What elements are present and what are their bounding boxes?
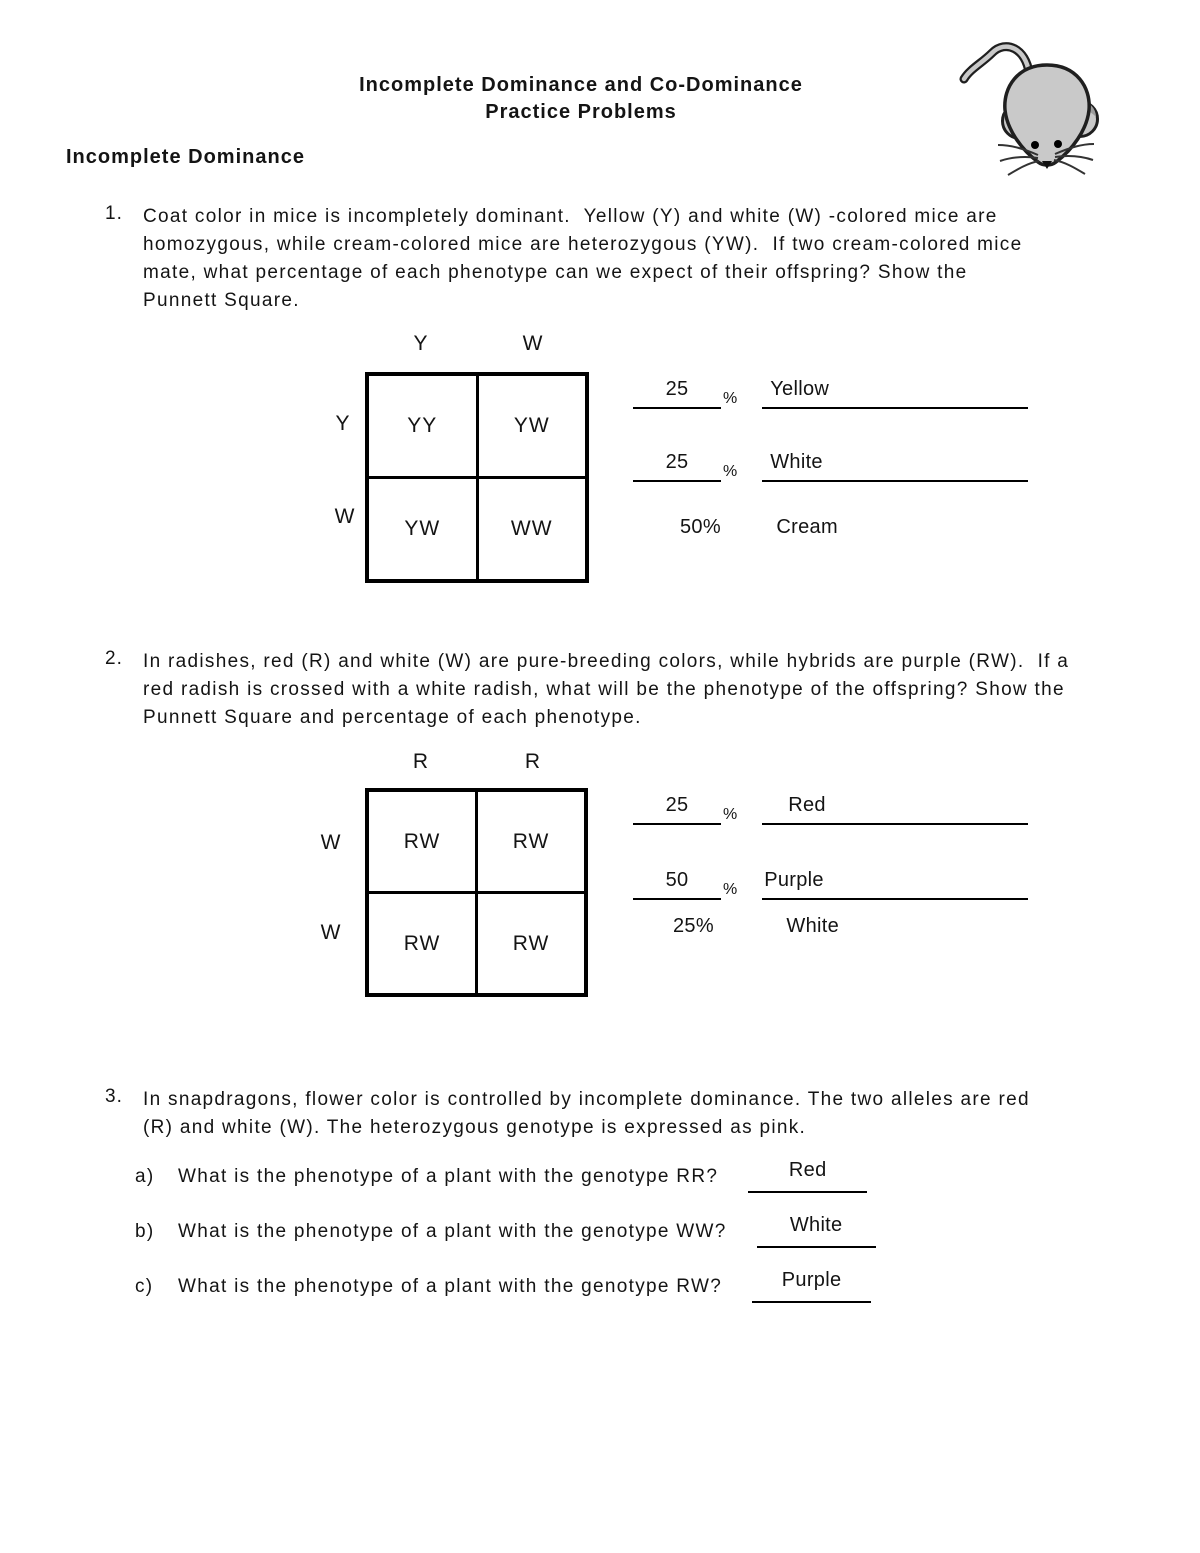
subquestion-b — [135, 1214, 876, 1248]
percent-sign: % — [723, 806, 738, 823]
punnett2-cell-2: RW — [478, 792, 584, 891]
subquestion-text: What is the phenotype of a plant with the genotype RW? — [178, 1276, 723, 1297]
problem3-line1: In snapdragons, flower color is controlled by incomplete dominance. The two alleles are red — [143, 1089, 1030, 1110]
problem1-line4: Punnett Square. — [143, 290, 300, 311]
answer-blank — [762, 794, 1028, 825]
answer-value: 25 — [665, 378, 689, 400]
subquestion-letter: c) — [135, 1276, 154, 1297]
answer-value: White — [789, 1214, 843, 1236]
subquestion-c — [135, 1269, 871, 1303]
answer-value: Purple — [781, 1269, 842, 1291]
answer-label: White — [770, 451, 823, 473]
answer-label: Yellow — [770, 378, 830, 400]
answer-blank — [752, 1269, 871, 1303]
punnett1-cell-2: YW — [479, 376, 586, 476]
problem3-number: 3. — [105, 1086, 123, 1107]
answer-value: 25 — [665, 794, 689, 816]
percent-sign: % — [723, 390, 738, 407]
problem1-answer-row1 — [633, 378, 1028, 409]
answer-blank — [633, 794, 721, 825]
subquestion-letter: a) — [135, 1166, 155, 1187]
subquestion-letter: b) — [135, 1221, 155, 1242]
problem1-line1: Coat color in mice is incompletely dominant. Yellow (Y) and white (W) -colored mice are — [143, 206, 998, 227]
answer-blank — [633, 451, 721, 482]
problem2-text — [143, 648, 1069, 732]
punnett2-cell-1: RW — [369, 792, 475, 891]
subquestion-a — [135, 1159, 867, 1193]
percent-sign: % — [723, 463, 738, 480]
answer-label: Red — [788, 794, 826, 816]
mouse-icon — [953, 33, 1105, 185]
punnett-square-1 — [365, 372, 589, 583]
subquestion-text: What is the phenotype of a plant with the genotype RR? — [178, 1166, 719, 1187]
problem1-line3: mate, what percentage of each phenotype can we expect of their offspring? Show the — [143, 262, 968, 283]
punnett2-col-label-1: R — [412, 750, 430, 773]
answer-value: 50 — [665, 869, 689, 891]
problem2-line2: red radish is crossed with a white radish, what will be the phenotype of the offspring? Show the — [143, 679, 1065, 700]
punnett1-col-label-2: W — [522, 332, 544, 355]
percent-sign: % — [723, 881, 738, 898]
section-heading: Incomplete Dominance — [66, 146, 305, 168]
answer-label: Cream — [776, 516, 838, 538]
answer-label: White — [786, 915, 840, 937]
problem2-answer-row2 — [633, 869, 1028, 900]
punnett1-col-label-1: Y — [413, 332, 429, 355]
problem3-text — [143, 1086, 1030, 1142]
answer-value: 25% — [673, 915, 714, 937]
document-title-line2: Practice Problems — [485, 101, 677, 123]
answer-value: 50% — [680, 516, 721, 538]
answer-label: Purple — [764, 869, 824, 891]
punnett2-cell-3: RW — [369, 894, 475, 993]
problem2-line3: Punnett Square and percentage of each phenotype. — [143, 707, 642, 728]
punnett1-row-label-2: W — [334, 505, 356, 528]
answer-blank — [633, 869, 721, 900]
answer-blank — [633, 378, 721, 409]
problem1-line2: homozygous, while cream-colored mice are heterozygous (YW). If two cream-colored mice — [143, 234, 1023, 255]
subquestion-text: What is the phenotype of a plant with the genotype WW? — [178, 1221, 727, 1242]
problem1-answer-row2 — [633, 451, 1028, 482]
punnett1-cell-4: WW — [479, 479, 586, 579]
punnett1-cell-1: YY — [369, 376, 476, 476]
punnett2-row-label-2: W — [320, 921, 342, 944]
problem1-text — [143, 203, 1022, 315]
document-title-line1: Incomplete Dominance and Co-Dominance — [359, 74, 803, 96]
answer-value: 25 — [665, 451, 689, 473]
answer-value: Red — [788, 1159, 827, 1181]
problem2-number: 2. — [105, 648, 123, 669]
punnett1-row-label-1: Y — [335, 412, 351, 435]
punnett2-cell-4: RW — [478, 894, 584, 993]
answer-blank — [748, 1159, 867, 1193]
problem1-answer-row3 — [680, 516, 838, 539]
problem1-number: 1. — [105, 203, 123, 224]
punnett1-cell-3: YW — [369, 479, 476, 579]
problem3-line2: (R) and white (W). The heterozygous genotype is expressed as pink. — [143, 1117, 807, 1138]
punnett-square-2 — [365, 788, 588, 997]
punnett2-col-label-2: R — [524, 750, 542, 773]
punnett2-row-label-1: W — [320, 831, 342, 854]
problem2-answer-row3 — [673, 915, 839, 938]
answer-blank — [762, 451, 1028, 482]
answer-blank — [762, 378, 1028, 409]
problem2-line1: In radishes, red (R) and white (W) are pure-breeding colors, while hybrids are purple (RW). If a — [143, 651, 1070, 672]
answer-blank — [762, 869, 1028, 900]
answer-blank — [757, 1214, 876, 1248]
problem2-answer-row1 — [633, 794, 1028, 825]
